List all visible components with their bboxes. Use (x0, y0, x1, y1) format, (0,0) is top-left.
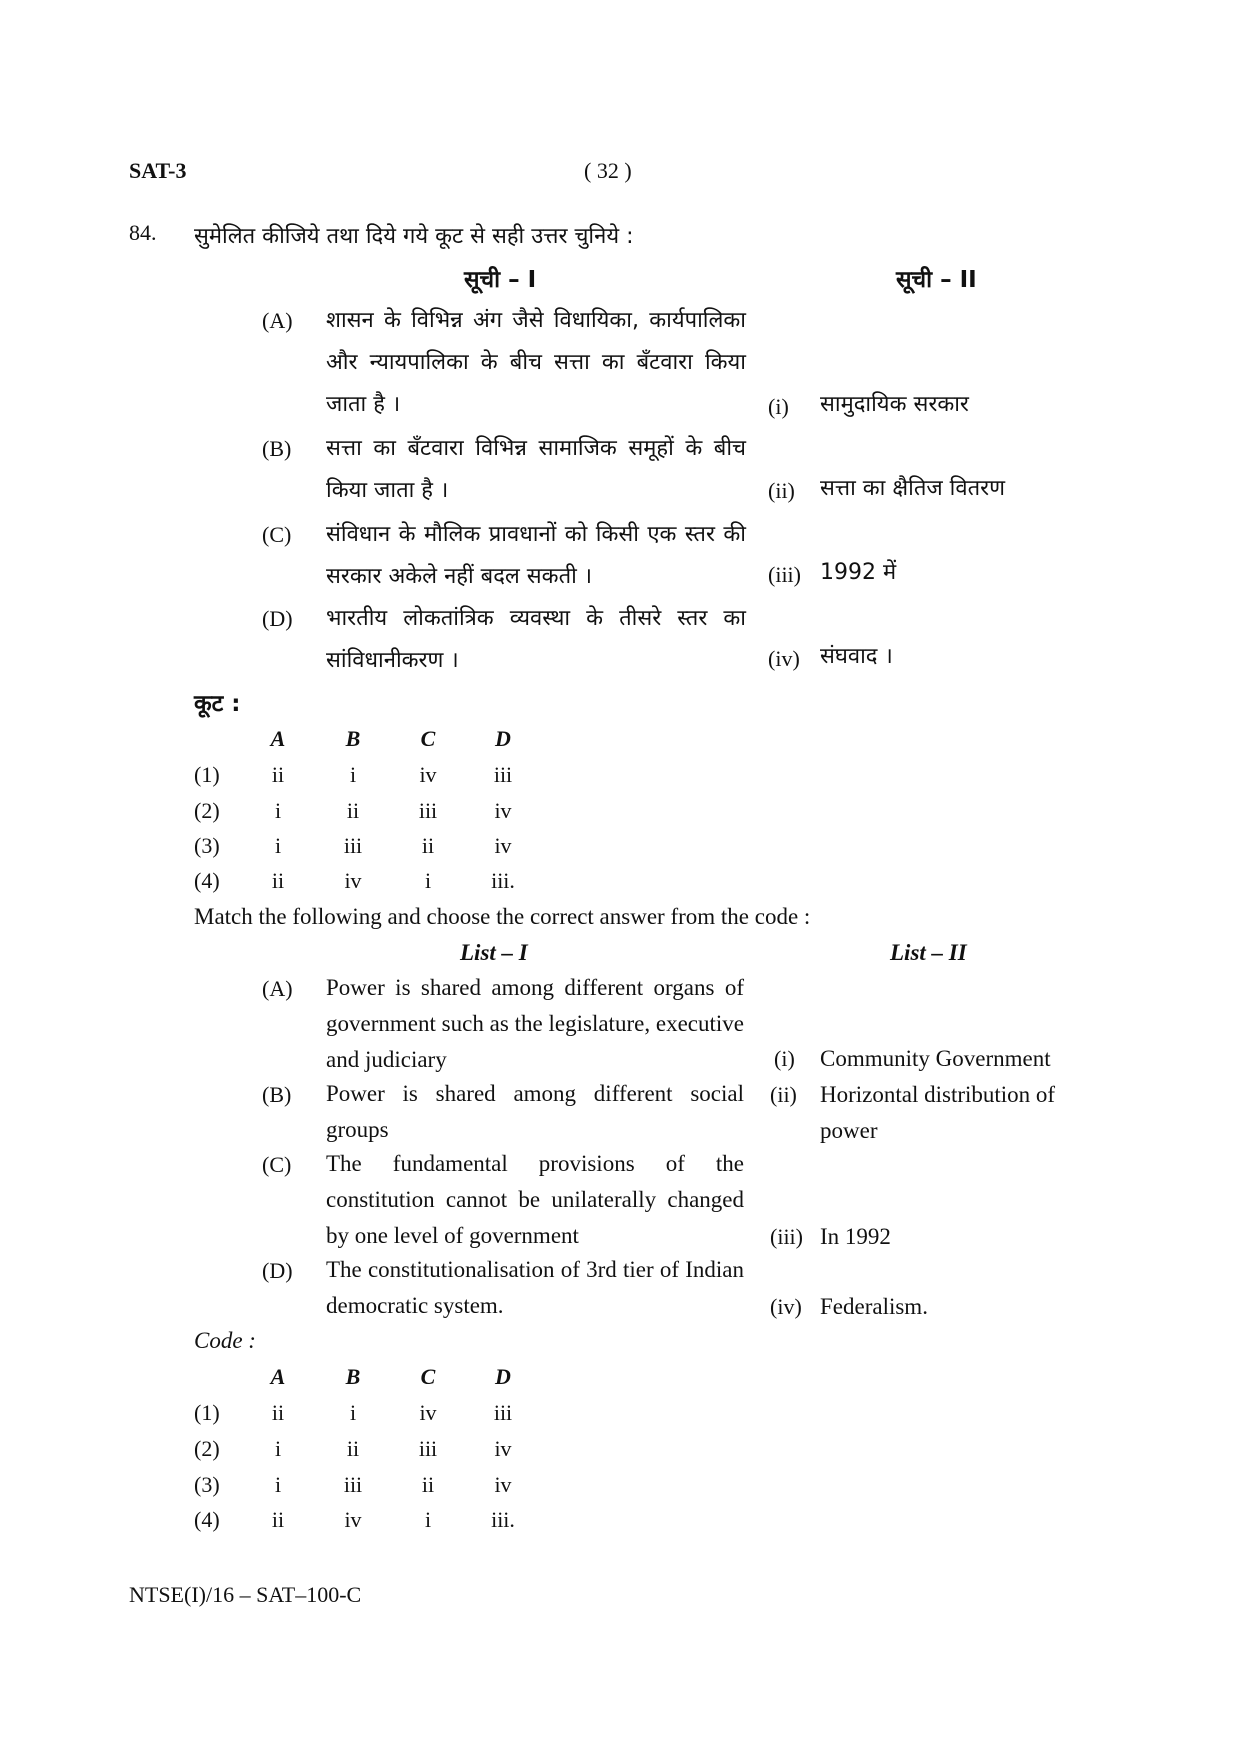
code-cell: iii (343, 833, 363, 858)
code-header: A (270, 1364, 286, 1389)
english-prompt: Match the following and choose the correct answer from the code : (194, 904, 811, 929)
code-cell: iv (494, 1472, 512, 1497)
english-item-label: (B) (262, 1082, 292, 1107)
hindi-item-label: (D) (262, 606, 293, 631)
english-item-text: The fundamental provisions of the constitution cannot be unilaterally changed by one level of government (326, 1151, 744, 1248)
hindi-item-text: शासन के विभिन्न अंग जैसे विधायिका, कार्यपालिका और न्यायपालिका के बीच सत्ता का बँटवारा किया जाता है । (326, 308, 746, 417)
english-item-text: The constitutionalisation of 3rd tier of Indian democratic system. (326, 1257, 744, 1318)
code-cell: ii (271, 762, 285, 787)
hindi-item-label: (B) (262, 436, 292, 461)
code-cell: ii (421, 833, 435, 858)
english-code-title: Code : (194, 1328, 256, 1353)
english-item-label: (D) (262, 1258, 293, 1283)
code-option-number: (4) (194, 1507, 220, 1532)
hindi-option-label: (i) (768, 394, 789, 419)
english-item-label: (C) (262, 1152, 292, 1177)
english-item-text: Power is shared among different social groups (326, 1081, 744, 1142)
code-cell: iv (494, 1436, 512, 1461)
code-cell: i (424, 1507, 432, 1532)
page-number: ( 32 ) (584, 158, 632, 183)
hindi-option-text: सामुदायिक सरकार (820, 392, 969, 417)
code-cell: ii (271, 868, 285, 893)
code-option-number: (2) (194, 1436, 220, 1461)
code-header: D (495, 726, 511, 751)
code-option-number: (3) (194, 833, 220, 858)
code-header: B (345, 726, 361, 751)
code-option-number: (1) (194, 762, 220, 787)
code-cell: ii (271, 1507, 285, 1532)
hindi-list2-head: सूची – II (896, 267, 977, 293)
english-option-text: Horizontal distribution of (820, 1082, 1056, 1107)
english-option-label: (i) (774, 1046, 795, 1071)
question-number: 84. (129, 220, 157, 245)
hindi-option-text: 1992 में (820, 560, 897, 585)
code-cell: i (424, 868, 432, 893)
english-item-text: Power is shared among different organs of government such as the legislature, executive and judiciary (326, 975, 744, 1072)
hindi-item-text: सत्ता का बँटवारा विभिन्न सामाजिक समूहों के बीच किया जाता है । (326, 436, 746, 503)
code-cell: iii (493, 762, 513, 787)
code-cell: iii (418, 1436, 438, 1461)
english-option-text: Community Government (820, 1046, 1051, 1071)
hindi-option-text: सत्ता का क्षैतिज वितरण (820, 476, 1006, 501)
code-header: B (345, 1364, 361, 1389)
code-cell: iii. (491, 868, 515, 893)
hindi-item-label: (C) (262, 522, 292, 547)
hindi-item-text: भारतीय लोकतांत्रिक व्यवस्था के तीसरे स्तर का सांविधानीकरण । (326, 606, 746, 673)
code-header: A (270, 726, 286, 751)
code-header: C (420, 726, 436, 751)
english-option-text: Federalism. (820, 1294, 928, 1319)
code-cell: ii (346, 1436, 360, 1461)
code-cell: ii (421, 1472, 435, 1497)
code-cell: iv (419, 762, 437, 787)
english-option-label: (iv) (770, 1294, 802, 1319)
code-cell: ii (271, 1400, 285, 1425)
code-cell: iii. (491, 1507, 515, 1532)
hindi-option-label: (iii) (768, 562, 801, 587)
hindi-item-text: संविधान के मौलिक प्रावधानों को किसी एक स्तर की सरकार अकेले नहीं बदल सकती । (326, 522, 746, 589)
english-list1-head: List – I (460, 940, 528, 965)
english-option-label: (iii) (770, 1224, 803, 1249)
code-cell: i (274, 1436, 282, 1461)
code-header: C (420, 1364, 436, 1389)
english-option-label: (ii) (770, 1082, 797, 1107)
code-cell: i (274, 798, 282, 823)
code-cell: iv (344, 868, 362, 893)
hindi-item-label: (A) (262, 308, 293, 333)
hindi-option-label: (ii) (768, 478, 795, 503)
hindi-prompt: सुमेलित कीजिये तथा दिये गये कूट से सही उत्तर चुनिये : (194, 224, 634, 249)
code-cell: iii (493, 1400, 513, 1425)
code-cell: iii (343, 1472, 363, 1497)
code-cell: i (349, 762, 357, 787)
sheet-code: SAT-3 (129, 158, 187, 183)
code-option-number: (1) (194, 1400, 220, 1425)
hindi-option-text: संघवाद । (820, 644, 893, 669)
code-cell: iv (494, 833, 512, 858)
code-option-number: (3) (194, 1472, 220, 1497)
hindi-list1-head: सूची – I (464, 267, 537, 293)
code-cell: i (349, 1400, 357, 1425)
code-option-number: (2) (194, 798, 220, 823)
code-cell: iv (344, 1507, 362, 1532)
hindi-option-label: (iv) (768, 646, 800, 671)
english-option-text: In 1992 (820, 1224, 891, 1249)
footer-code: NTSE(I)/16 – SAT–100-C (129, 1582, 362, 1607)
code-cell: i (274, 1472, 282, 1497)
code-cell: i (274, 833, 282, 858)
english-option-text-continued: power (820, 1118, 878, 1143)
code-cell: iv (494, 798, 512, 823)
code-header: D (495, 1364, 511, 1389)
english-item-label: (A) (262, 976, 293, 1001)
code-cell: iii (418, 798, 438, 823)
hindi-code-title: कूट : (194, 691, 241, 717)
code-cell: ii (346, 798, 360, 823)
english-list2-head: List – II (890, 940, 967, 965)
code-cell: iv (419, 1400, 437, 1425)
code-option-number: (4) (194, 868, 220, 893)
